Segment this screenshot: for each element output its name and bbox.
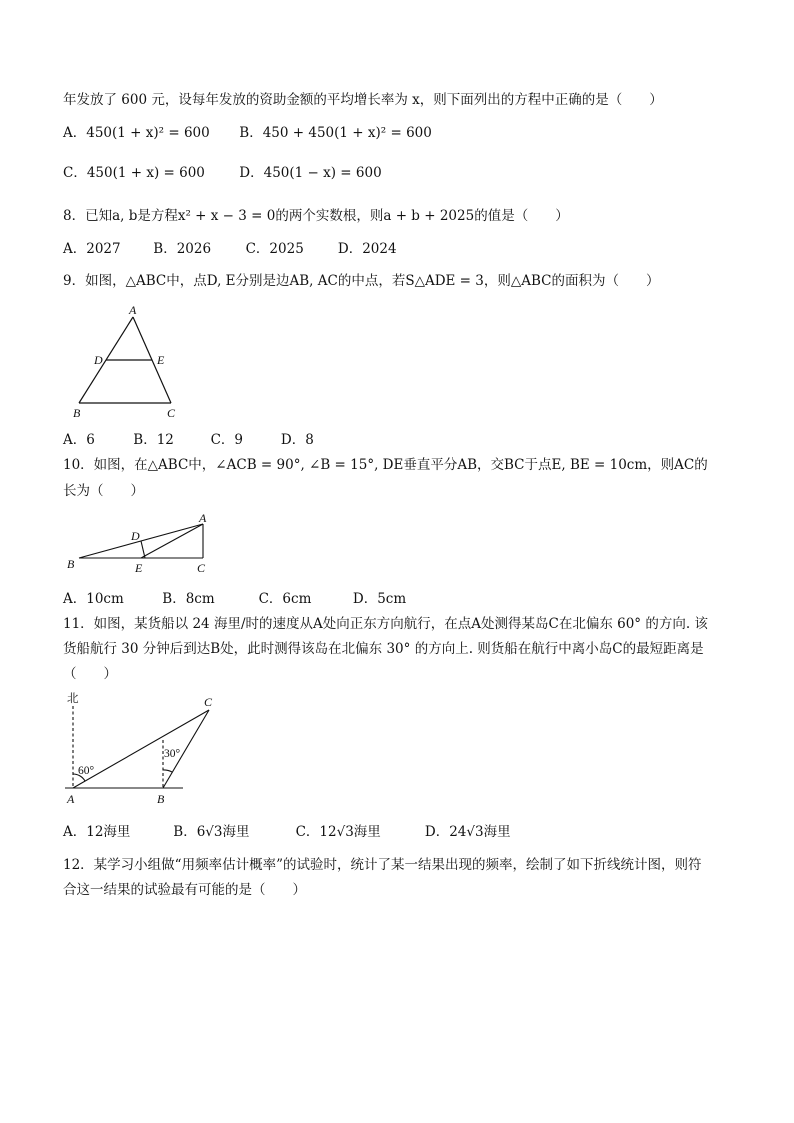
q11-label-angle-30: 30° — [164, 748, 181, 760]
q12-stem-line2: 合这一结果的试验最有可能的是（ ） — [63, 882, 306, 898]
q9-options — [63, 431, 314, 449]
q10-label-a: A — [199, 511, 207, 525]
q9-figure — [63, 303, 187, 427]
q9-label-d: D — [94, 353, 103, 367]
q11-navigation-diagram — [63, 690, 233, 808]
q9-stem: 9．如图，△ABC中，点D, E分别是边AB, AC的中点，若S△ADE = 3，则△ABC的面积为（ ） — [63, 273, 660, 289]
q10-label-e: E — [135, 561, 143, 575]
q11-stem-line1: 11．如图，某货船以 24 海里/时的速度从A处向正东方向航行，在点A处测得某岛C在北偏东 60° 的方向. 该 — [63, 616, 708, 632]
q11-label-c: C — [204, 695, 213, 709]
q11-option-d: D．24√3海里 — [424, 824, 511, 840]
q9-triangle-diagram — [63, 303, 187, 423]
q9-option-a: A．6 — [63, 432, 95, 448]
q10-option-a: A．10cm — [63, 591, 124, 607]
q10-triangle-diagram — [63, 510, 223, 576]
q10-option-b: B．8cm — [162, 591, 215, 607]
q11-option-b: B．6√3海里 — [173, 824, 250, 840]
q10-options — [63, 590, 406, 608]
q9-label-b: B — [73, 406, 81, 420]
q7-option-d: D．450(1 − x) = 600 — [239, 165, 382, 181]
q10-segment-de — [141, 541, 145, 558]
q11-stem-line3: （ ） — [63, 666, 117, 682]
q7-options-row1 — [63, 124, 432, 142]
q9-label-a: A — [129, 303, 137, 317]
q9-label-e: E — [157, 353, 165, 367]
q11-figure — [63, 690, 233, 812]
q10-label-c: C — [197, 561, 206, 575]
q11-label-a: A — [67, 792, 75, 806]
q10-option-d: D．5cm — [352, 591, 407, 607]
q9-option-c: C．9 — [210, 432, 244, 448]
q9-option-b: B．12 — [133, 432, 174, 448]
q10-option-c: C．6cm — [258, 591, 312, 607]
q7-option-b: B．450 + 450(1 + x)² = 600 — [239, 125, 432, 141]
q11-stem-line2: 货船航行 30 分钟后到达B处，此时测得该岛在北偏东 30° 的方向上. 则货船在航行中离小岛C的最短距离是 — [63, 641, 704, 657]
q10-stem-line1: 10．如图，在△ABC中，∠ACB = 90°, ∠B = 15°, DE垂直平分AB，交BC于点E, BE = 10cm，则AC的 — [63, 457, 708, 473]
q10-segment-ae — [141, 524, 203, 558]
q8-stem: 8．已知a, b是方程x² + x − 3 = 0的两个实数根，则a + b + 2025的值是（ ） — [63, 208, 569, 224]
q10-label-d: D — [131, 529, 140, 543]
q7-option-a: A．450(1 + x)² = 600 — [63, 125, 210, 141]
q11-label-north: 北 — [67, 693, 79, 705]
q10-label-b: B — [67, 557, 75, 571]
q10-stem-line2: 长为（ ） — [63, 483, 144, 499]
q12-stem-line1: 12．某学习小组做“用频率估计概率”的试验时，统计了某一结果出现的频率，绘制了如下折线统计图，则符 — [63, 857, 702, 873]
q11-label-b: B — [157, 792, 165, 806]
q8-option-d: D．2024 — [337, 241, 397, 257]
q10-figure — [63, 510, 223, 580]
q7-options-row2 — [63, 164, 382, 182]
q11-option-a: A．12海里 — [63, 824, 131, 840]
q8-option-b: B．2026 — [153, 241, 212, 257]
q11-angle-arc-b — [163, 770, 172, 772]
q9-label-c: C — [167, 406, 176, 420]
q11-options — [63, 823, 511, 841]
q7-option-c: C．450(1 + x) = 600 — [63, 165, 205, 181]
q7-stem-tail: 年发放了 600 元，设每年发放的资助金额的平均增长率为 x，则下面列出的方程中正确的是（ ） — [63, 92, 663, 108]
q8-options — [63, 240, 397, 258]
q8-option-c: C．2025 — [245, 241, 304, 257]
q8-option-a: A．2027 — [63, 241, 121, 257]
q9-option-d: D．8 — [280, 432, 314, 448]
q11-label-angle-60: 60° — [78, 765, 95, 777]
q11-option-c: C．12√3海里 — [295, 824, 381, 840]
